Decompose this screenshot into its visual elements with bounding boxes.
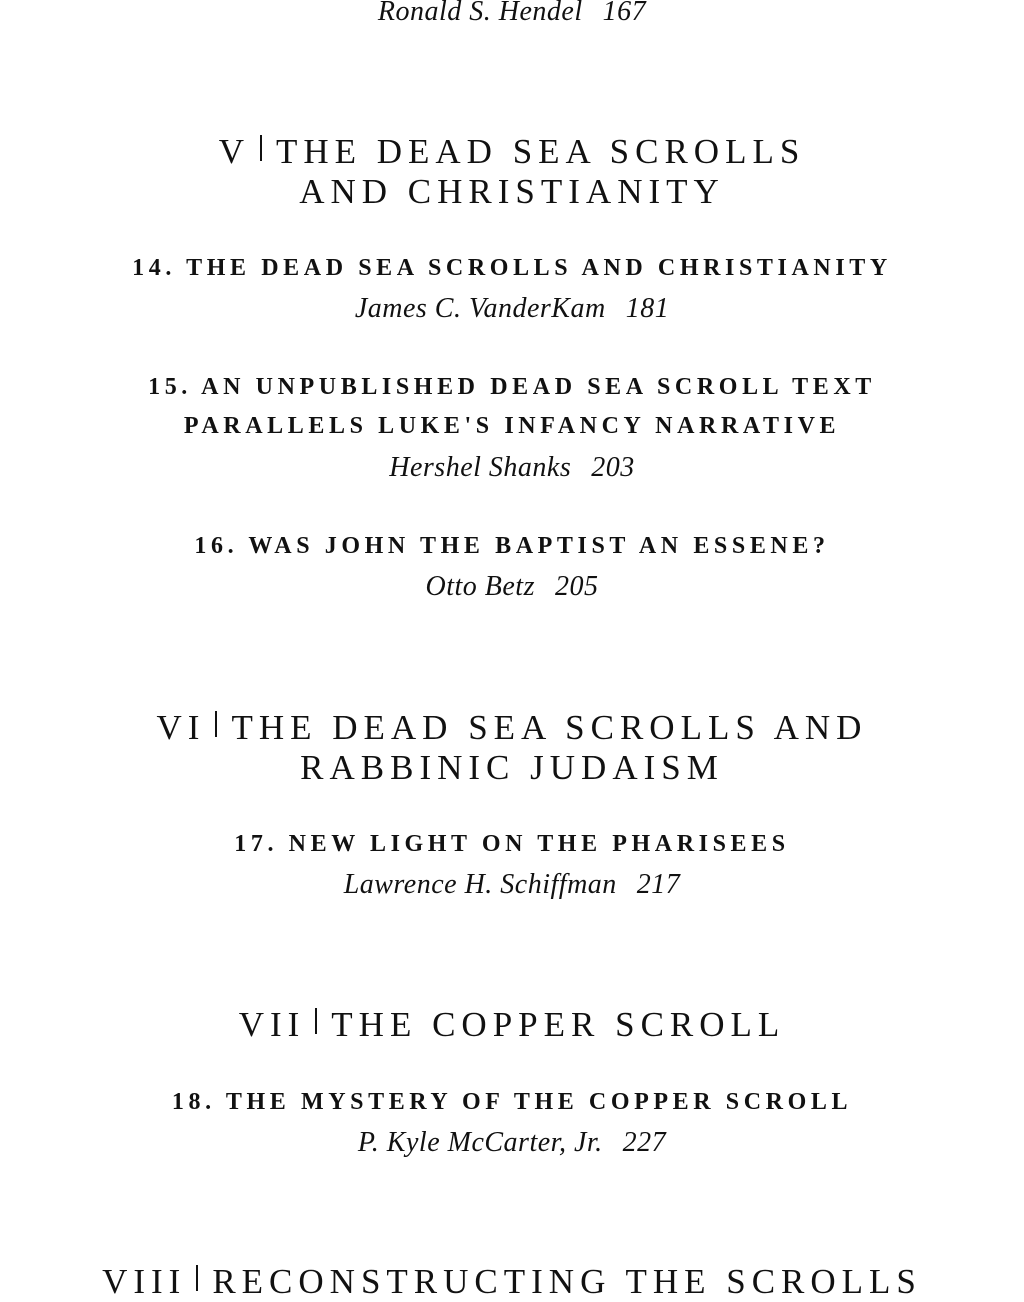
part-title: THE COPPER SCROLL [331, 1005, 786, 1044]
page-number: 203 [591, 452, 635, 483]
page-number: 227 [622, 1127, 667, 1158]
part-heading-v [0, 132, 1024, 172]
page-number: 205 [555, 571, 599, 602]
part-separator [260, 135, 262, 161]
part-title: THE DEAD SEA SCROLLS [275, 132, 806, 171]
part-heading-v-line2 [0, 172, 1024, 212]
chapter-18-author-line [0, 1127, 1024, 1159]
part-numeral: VIII [102, 1262, 187, 1301]
chapter-14-title [0, 255, 1024, 282]
chapter-14-author-line [0, 293, 1024, 325]
page-number: 167 [602, 0, 647, 27]
chapter-title-continued: PARALLELS LUKE'S INFANCY NARRATIVE [183, 413, 841, 439]
chapter-17-author-line [0, 869, 1024, 901]
part-numeral: V [218, 132, 250, 171]
chapter-16-title [0, 533, 1024, 560]
author-name: Lawrence H. Schiffman [343, 869, 617, 900]
part-heading-vi [0, 708, 1024, 748]
part-separator [215, 711, 217, 737]
chapter-16-author-line [0, 571, 1024, 603]
chapter-title: 16. WAS JOHN THE BAPTIST AN ESSENE? [194, 533, 830, 559]
part-numeral: VI [156, 708, 206, 747]
part-title-continued: RABBINIC JUDAISM [300, 748, 724, 787]
part-separator [315, 1008, 317, 1034]
part-numeral: VII [238, 1005, 306, 1044]
chapter-title: 14. THE DEAD SEA SCROLLS AND CHRISTIANITY [132, 255, 892, 281]
chapter-title: 17. NEW LIGHT ON THE PHARISEES [234, 831, 790, 857]
chapter-17-title [0, 831, 1024, 858]
part-heading-vii [0, 1005, 1024, 1045]
toc-entry-author-line [0, 0, 1024, 28]
part-title: RECONSTRUCTING THE SCROLLS [212, 1262, 922, 1301]
chapter-title: 15. AN UNPUBLISHED DEAD SEA SCROLL TEXT [148, 374, 876, 400]
author-name: Otto Betz [425, 571, 535, 602]
page-number: 181 [625, 293, 670, 324]
chapter-15-author-line [0, 452, 1024, 484]
part-heading-viii-clipped [0, 1262, 1024, 1301]
author-name: Hershel Shanks [389, 452, 572, 483]
part-heading-vi-line2 [0, 748, 1024, 788]
part-heading-viii [0, 1262, 1024, 1302]
chapter-18-title [0, 1089, 1024, 1116]
part-title: THE DEAD SEA SCROLLS AND [231, 708, 868, 747]
part-separator [196, 1265, 198, 1291]
part-title-continued: AND CHRISTIANITY [299, 172, 725, 211]
author-name: P. Kyle McCarter, Jr. [357, 1127, 603, 1158]
chapter-15-title-line2 [0, 413, 1024, 440]
author-name: James C. VanderKam [354, 293, 606, 324]
chapter-title: 18. THE MYSTERY OF THE COPPER SCROLL [171, 1089, 853, 1115]
chapter-15-title [0, 374, 1024, 401]
author-name: Ronald S. Hendel [377, 0, 583, 27]
page-number: 217 [636, 869, 681, 900]
